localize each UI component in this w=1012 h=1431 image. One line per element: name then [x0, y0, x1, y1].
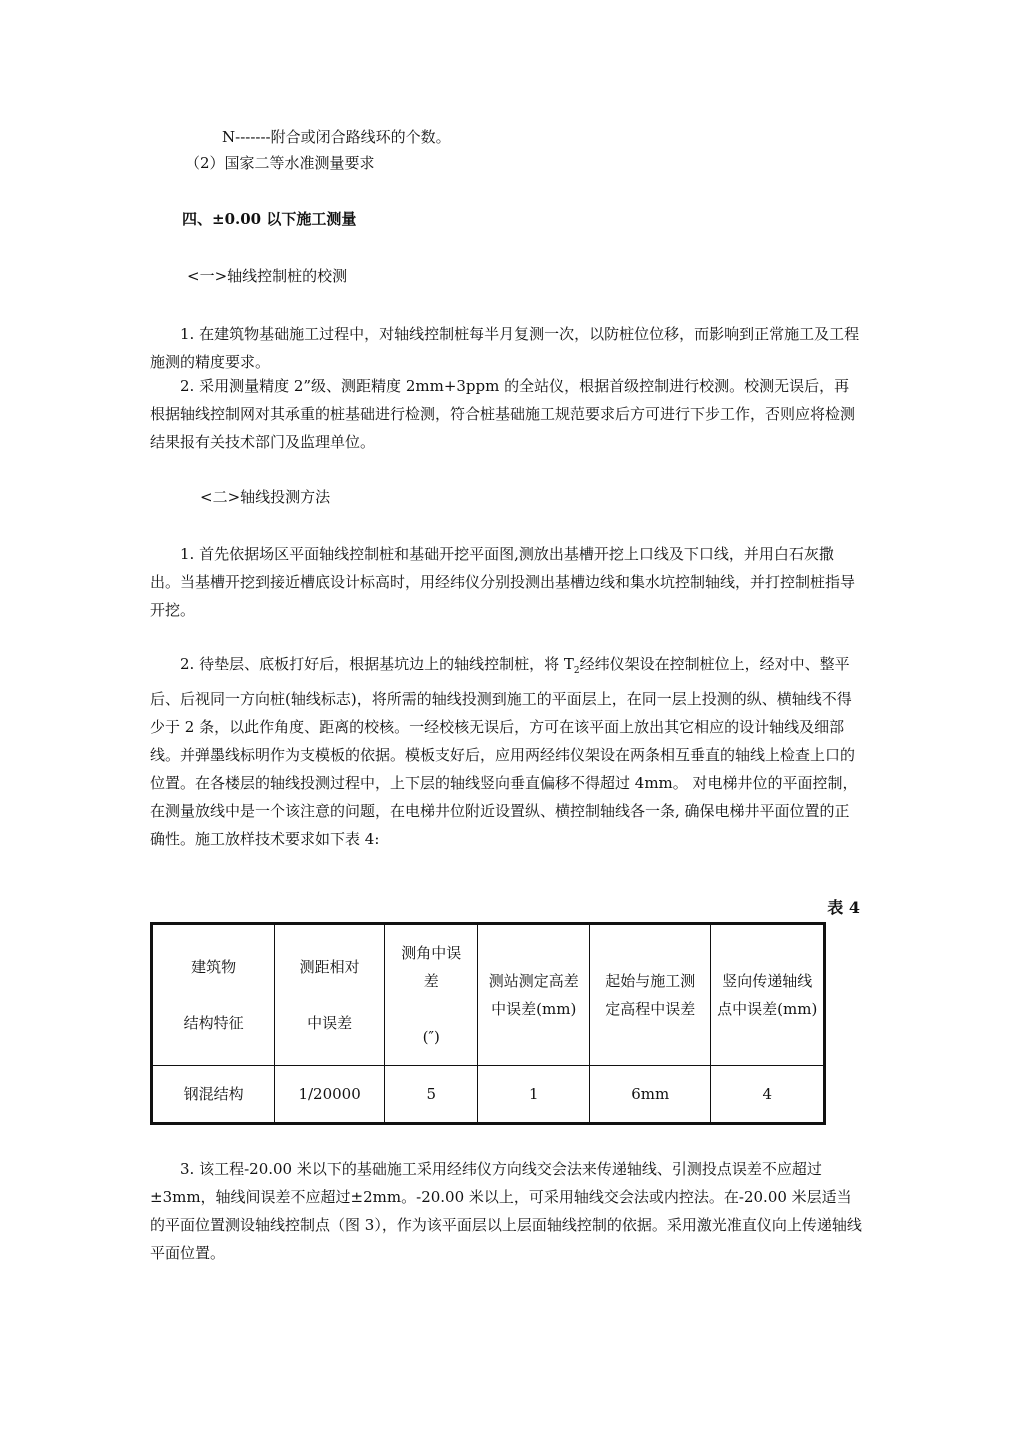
header-line: 测角中误: [401, 944, 462, 962]
header-line: 点中误差(mm): [717, 1000, 818, 1018]
header-line: 建筑物: [191, 958, 237, 976]
subsection-title-2: <二>轴线投测方法: [200, 488, 331, 506]
section-title: 四、±0.00 以下施工测量: [182, 210, 357, 228]
table-cell: 4: [711, 1066, 825, 1124]
subsection-title-1: <一>轴线控制桩的校测: [187, 267, 348, 285]
header-cell: [711, 924, 825, 1066]
header-cell: [275, 924, 385, 1066]
table-cell: 钢混结构: [152, 1066, 275, 1124]
formula-note: N-------附合或闭合路线环的个数。: [222, 128, 451, 146]
header-line: 测站测定高差: [488, 972, 579, 990]
header-line: 测距相对: [299, 958, 360, 976]
header-line: 中误差(mm): [491, 1000, 577, 1018]
table-cell: 1: [478, 1066, 590, 1124]
paragraph-4-part-b: 经纬仪架设在控制桩位上，经对中、整平后、后视同一方向桩(轴线标志)，将所需的轴线投测到施工的平面层上，在同一层上投测的纵、横轴线不得少于 2 条，以此作角度、距离的校核。一经校核无误后，方可在该平面上放出其它相应的设计轴线及细部线。并弹墨线标明作为支模板的依据。模板支好后，应用两经纬仪架设在两条相互垂直的轴线上检查上口的位置。在各楼层的轴线投测过程中，上下层的轴线竖向垂直偏移不得超过 4mm。 对电梯井位的平面控制，在测量放线中是一个该注意的问题，在电梯井位附近设置纵、横控制轴线各一条, 确保电梯井平面位置的正确性。施工放样技术要求如下表 4:: [150, 655, 858, 848]
header-line: (″): [422, 1028, 440, 1046]
table-cell: 5: [384, 1066, 478, 1124]
table-caption: 表 4: [827, 898, 860, 917]
item-2: （2）国家二等水准测量要求: [185, 154, 375, 172]
paragraph-1: 1. 在建筑物基础施工过程中，对轴线控制桩每半月复测一次，以防桩位位移，而影响到正常施工及工程施测的精度要求。: [150, 325, 860, 371]
spec-table: [150, 922, 826, 1125]
paragraph-4-subscript: 2: [573, 666, 580, 676]
header-line: 竖向传递轴线: [722, 972, 813, 990]
table-row: [152, 1066, 825, 1124]
table-cell: 6mm: [590, 1066, 711, 1124]
header-cell: [384, 924, 478, 1066]
header-line: 差: [423, 972, 439, 990]
header-line: 起始与施工测: [605, 972, 696, 990]
header-line: 结构特征: [183, 1014, 244, 1032]
header-cell: [152, 924, 275, 1066]
paragraph-4-part-a: 2. 待垫层、底板打好后，根据基坑边上的轴线控制桩，将 T: [180, 655, 574, 673]
paragraph-3: 1. 首先依据场区平面轴线控制桩和基础开挖平面图,测放出基槽开挖上口线及下口线，并用白石灰撒出。当基槽开挖到接近槽底设计标高时，用经纬仪分别投测出基槽边线和集水坑控制轴线，并打控制桩指导开挖。: [150, 545, 856, 619]
table-cell: 1/20000: [275, 1066, 385, 1124]
header-line: 中误差: [307, 1014, 353, 1032]
header-cell: [590, 924, 711, 1066]
paragraph-4: [150, 650, 862, 853]
paragraph-5: 3. 该工程-20.00 米以下的基础施工采用经纬仪方向线交会法来传递轴线、引测投点误差不应超过±3mm，轴线间误差不应超过±2mm。-20.00 米以上，可采用轴线交会法或内控法。在-20.00 米层适当的平面位置测设轴线控制点（图 3），作为该平面层以上层面轴线控制的依据。采用激光准直仪向上传递轴线平面位置。: [150, 1160, 862, 1262]
header-cell: [478, 924, 590, 1066]
header-line: 定高程中误差: [605, 1000, 696, 1018]
table-header-row: [152, 924, 825, 1066]
paragraph-2: 2. 采用测量精度 2”级、测距精度 2mm+3ppm 的全站仪，根据首级控制进行校测。校测无误后，再根据轴线控制网对其承重的桩基础进行检测，符合桩基础施工规范要求后方可进行下步工作，否则应将检测结果报有关技术部门及监理单位。: [150, 377, 856, 451]
